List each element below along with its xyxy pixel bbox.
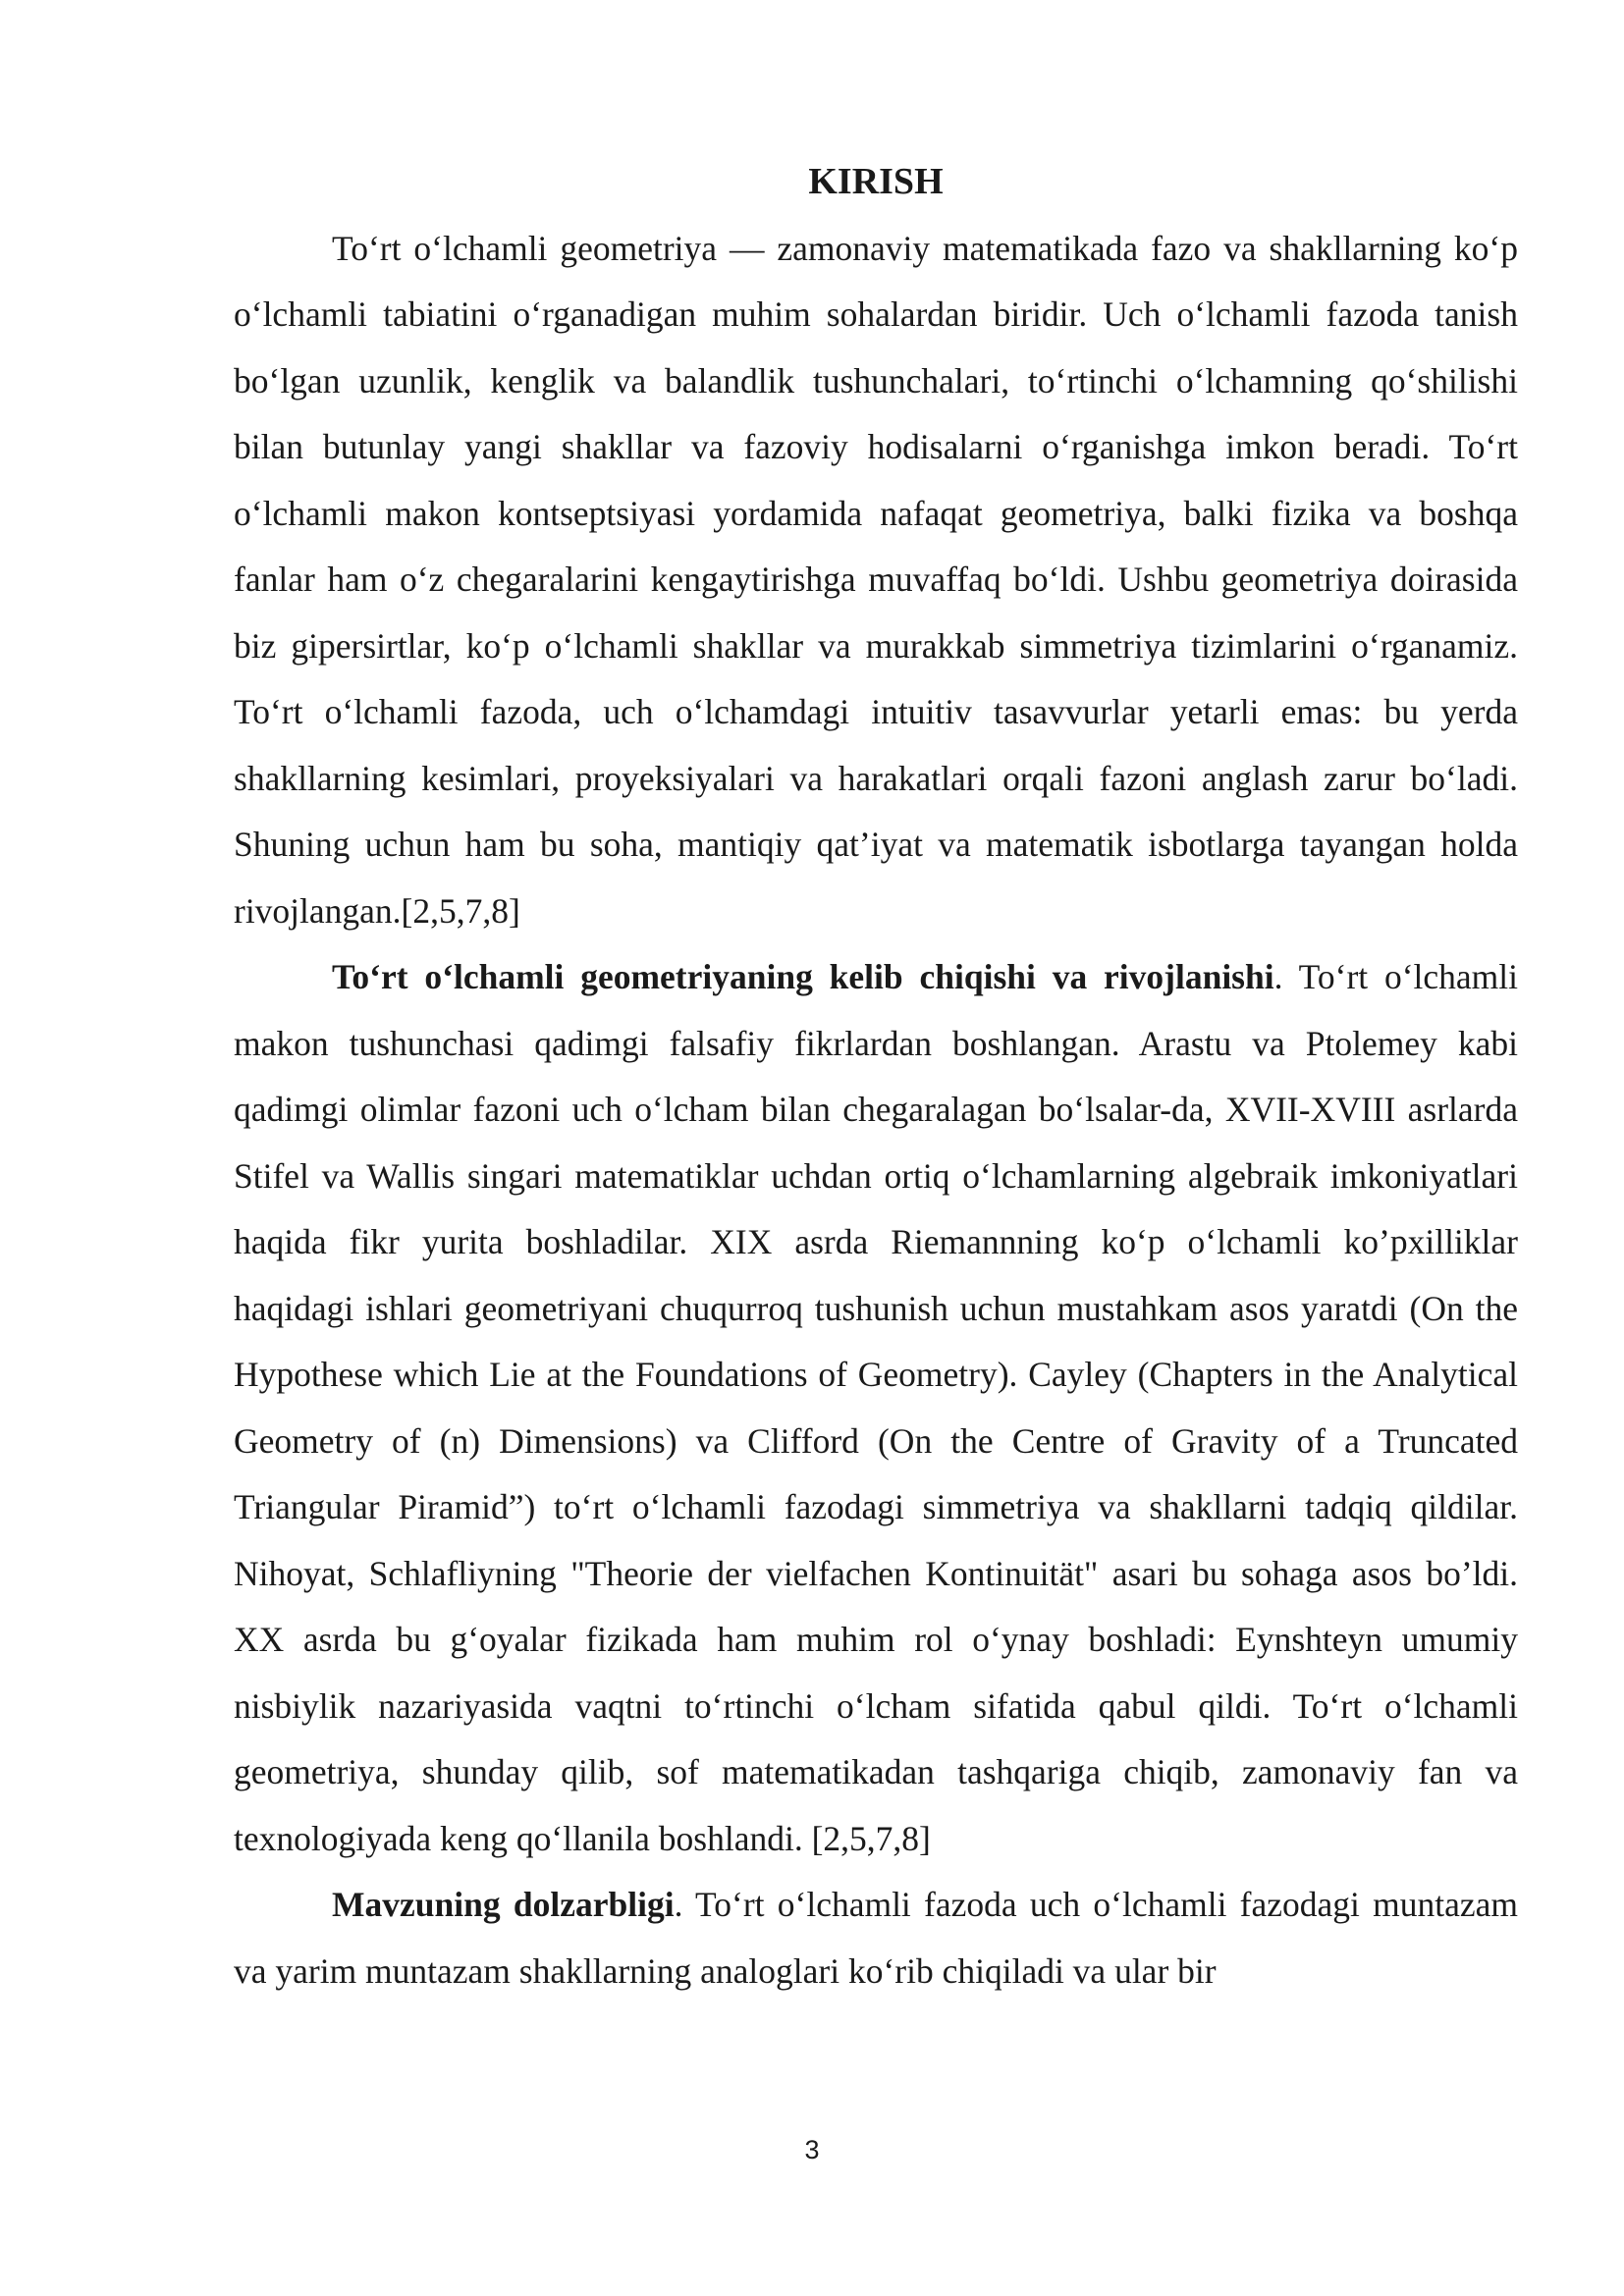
paragraph-lead-punct: . [674,1885,683,1924]
paragraph-origin-and-development [234,944,1518,1872]
paragraph-lead-punct: . [1273,957,1283,996]
document-page [234,149,1518,2004]
paragraph-lead: To‘rt o‘lchamli geometriyaning kelib chiqishi va rivojlanishi [332,957,1274,996]
paragraph-relevance [234,1872,1518,2004]
paragraph-text: To‘rt o‘lchamli geometriya — zamonaviy matematikada fazo va shakllarning ko‘p o‘lchamli tabiatini o‘rganadigan muhim sohalardan biridir. Uch o‘lchamli fazoda tanish bo‘lgan uzunlik, kenglik va balandlik tushunchalari, to‘rtinchi o‘lchamning qo‘shilishi bilan butunlay yangi shakllar va fazoviy hodisalarni o‘rganishga imkon beradi. To‘rt o‘lchamli makon kontseptsiyasi yordamida nafaqat geometriya, balki fizika va boshqa fanlar ham o‘z chegaralarini kengaytirishga muvaffaq bo‘ldi. Ushbu geometriya doirasida biz gipersirtlar, ko‘p o‘lchamli shakllar va murakkab simmetriya tizimlarini o‘rganamiz. To‘rt o‘lchamli fazoda, uch o‘lchamdagi intuitiv tasavvurlar yetarli emas: bu yerda shakllarning kesimlari, proyeksiyalari va harakatlari orqali fazoni anglash zarur bo‘ladi. Shuning uchun ham bu soha, mantiqiy qat’iyat va matematik isbotlarga tayangan holda rivojlangan.[2,5,7,8] [234,228,1518,931]
paragraph-text: To‘rt o‘lchamli fazoda uch o‘lchamli fazodagi muntazam va yarim muntazam shakllarning analoglari ko‘rib chiqiladi va ular bir [234,1885,1518,1991]
section-heading: KIRISH [808,161,944,202]
paragraph-text: To‘rt o‘lchamli makon tushunchasi qadimgi falsafiy fikrlardan boshlangan. Arastu va Ptolemey kabi qadimgi olimlar fazoni uch o‘lcham bilan chegaralagan bo‘lsalar-da, XVII-XVIII asrlarda Stifel va Wallis singari matematiklar uchdan ortiq o‘lchamlarning algebraik imkoniyatlari haqida fikr yurita boshladilar. XIX asrda Riemannning ko‘p o‘lchamli ko’pxilliklar haqidagi ishlari geometriyani chuqurroq tushunish uchun mustahkam asos yaratdi (On the Hypothese which Lie at the Foundations of Geometry). Cayley (Chapters in the Analytical Geometry of (n) Dimensions) va Clifford (On the Centre of Gravity of a Truncated Triangular Piramid”) to‘rt o‘lchamli fazodagi simmetriya va shakllarni tadqiq qildilar. Nihoyat, Schlafliyning "Theorie der vielfachen Kontinuität" asari bu sohaga asos bo’ldi. XX asrda bu g‘oyalar fizikada ham muhim rol o‘ynay boshladi: Eynshteyn umumiy nisbiylik nazariyasida vaqtni to‘rtinchi o‘lcham sifatida qabul qildi. To‘rt o‘lchamli geometriya, shunday qilib, sof matematikadan tashqariga chiqib, zamonaviy fan va texnologiyada keng qo‘llanila boshlandi. [2,5,7,8] [234,957,1519,1858]
paragraph-lead: Mavzuning dolzarbligi [332,1885,675,1924]
page-number: 3 [804,2135,820,2164]
paragraph-introduction [234,216,1518,945]
